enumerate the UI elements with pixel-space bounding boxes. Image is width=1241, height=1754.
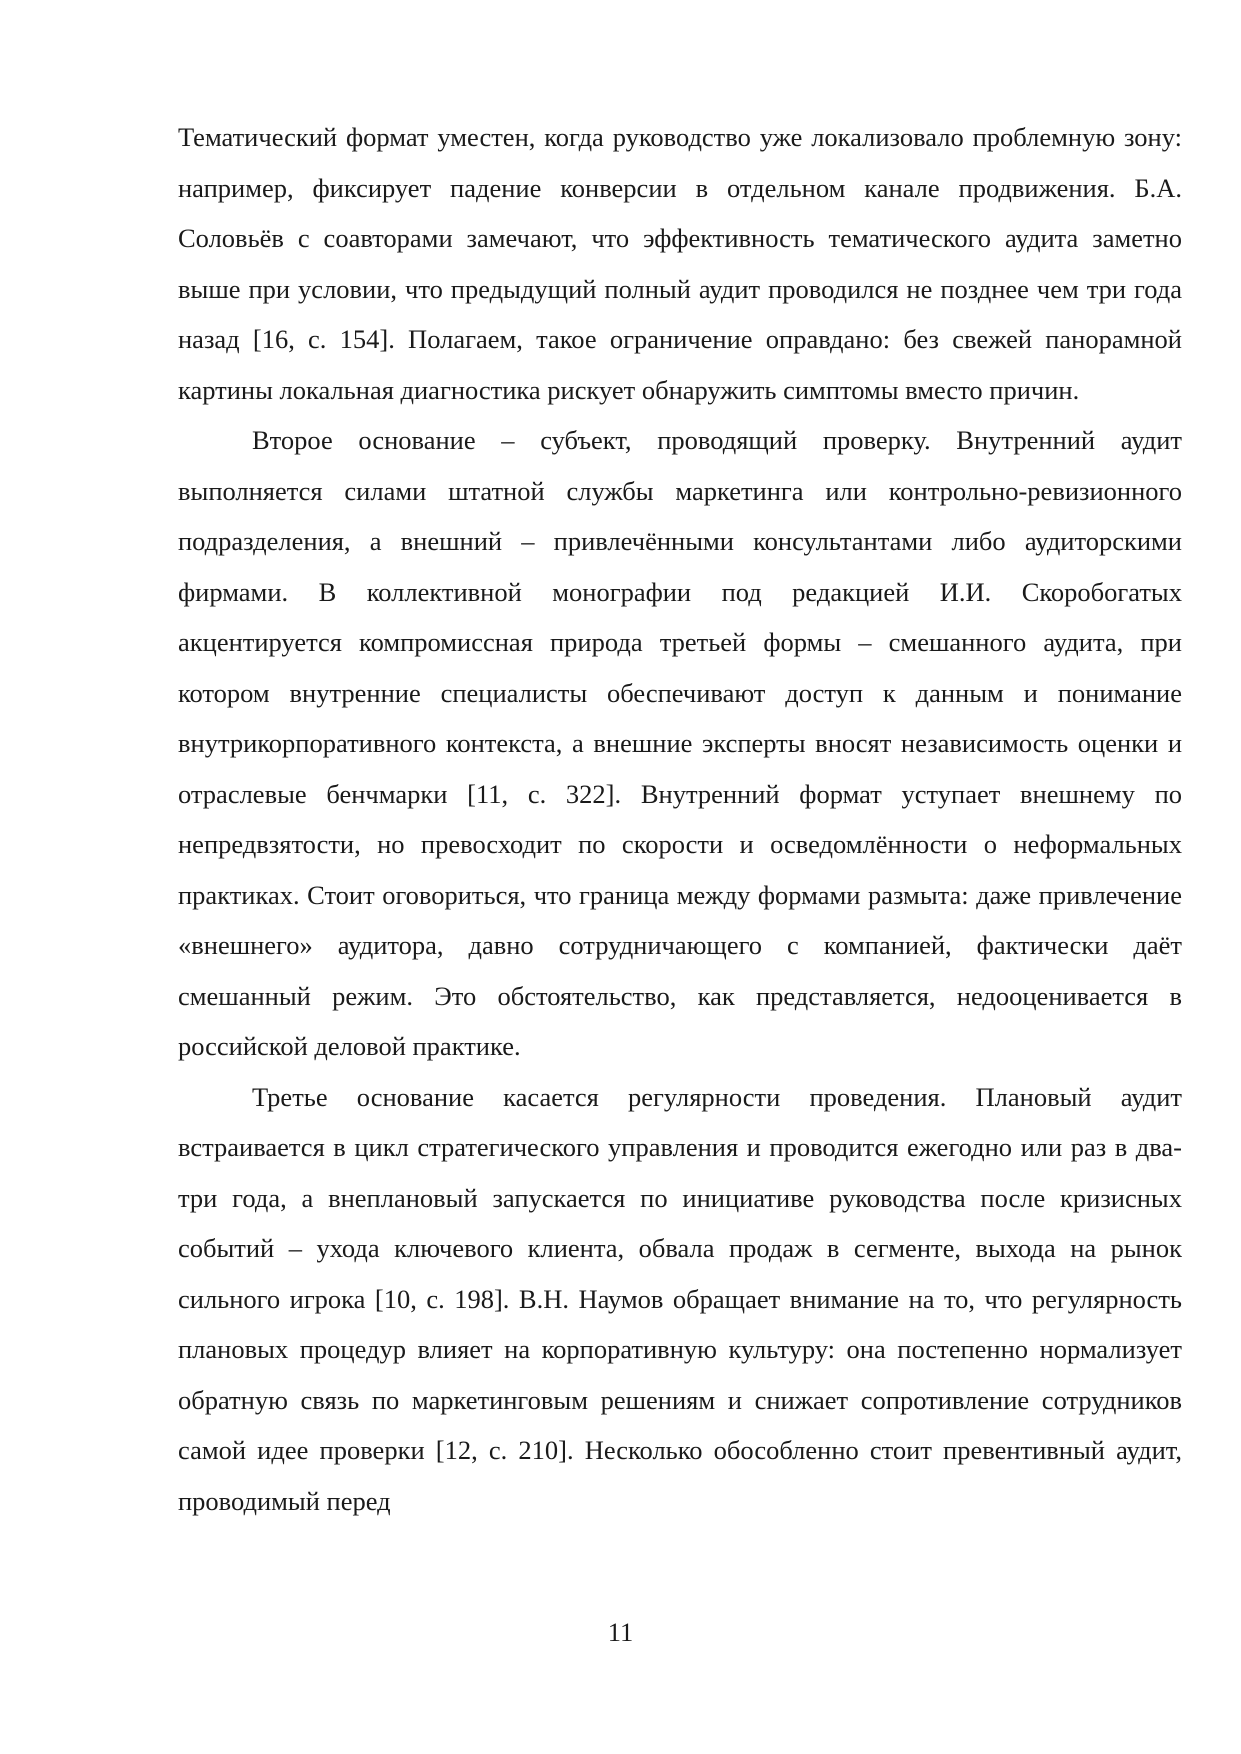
paragraph-thematic-format: Тематический формат уместен, когда руководство уже локализовало проблемную зону: например, фиксирует падение конверсии в отдельном канале продвижения. Б.А. Соловьёв с соавторами замечают, что эффективность тематического аудита заметно выше при условии, что предыдущий полный аудит проводился не позднее чем три года назад [16, с. 154]. Полагаем, такое ограничение оправдано: без свежей панорамной картины локальная диагностика рискует обнаружить симптомы вместо причин.	[178, 122, 1182, 405]
page-number: 11	[607, 1617, 634, 1647]
paragraph-audit-subject: Второе основание – субъект, проводящий проверку. Внутренний аудит выполняется силами штатной службы маркетинга или контрольно-ревизионного подразделения, а внешний – привлечёнными консультантами либо аудиторскими фирмами. В коллективной монографии под редакцией И.И. Скоробогатых акцентируется компромиссная природа третьей формы – смешанного аудита, при котором внутренние специалисты обеспечивают доступ к данным и понимание внутрикорпоративного контекста, а внешние эксперты вносят независимость оценки и отраслевые бенчмарки [11, с. 322]. Внутренний формат уступает внешнему по непредвзятости, но превосходит по скорости и осведомлённости о неформальных практиках. Стоит оговориться, что граница между формами размыта: даже привлечение «внешнего» аудитора, давно сотрудничающего с компанией, фактически даёт смешанный режим. Это обстоятельство, как представляется, недооценивается в российской деловой практике.	[178, 425, 1182, 1061]
document-body	[178, 112, 1182, 1526]
paragraph-audit-regularity: Третье основание касается регулярности проведения. Плановый аудит встраивается в цикл стратегического управления и проводится ежегодно или раз в два-три года, а внеплановый запускается по инициативе руководства после кризисных событий – ухода ключевого клиента, обвала продаж в сегменте, выхода на рынок сильного игрока [10, с. 198]. В.Н. Наумов обращает внимание на то, что регулярность плановых процедур влияет на корпоративную культуру: она постепенно нормализует обратную связь по маркетинговым решениям и снижает сопротивление сотрудников самой идее проверки [12, с. 210]. Несколько обособленно стоит превентивный аудит, проводимый перед	[178, 1081, 1182, 1516]
